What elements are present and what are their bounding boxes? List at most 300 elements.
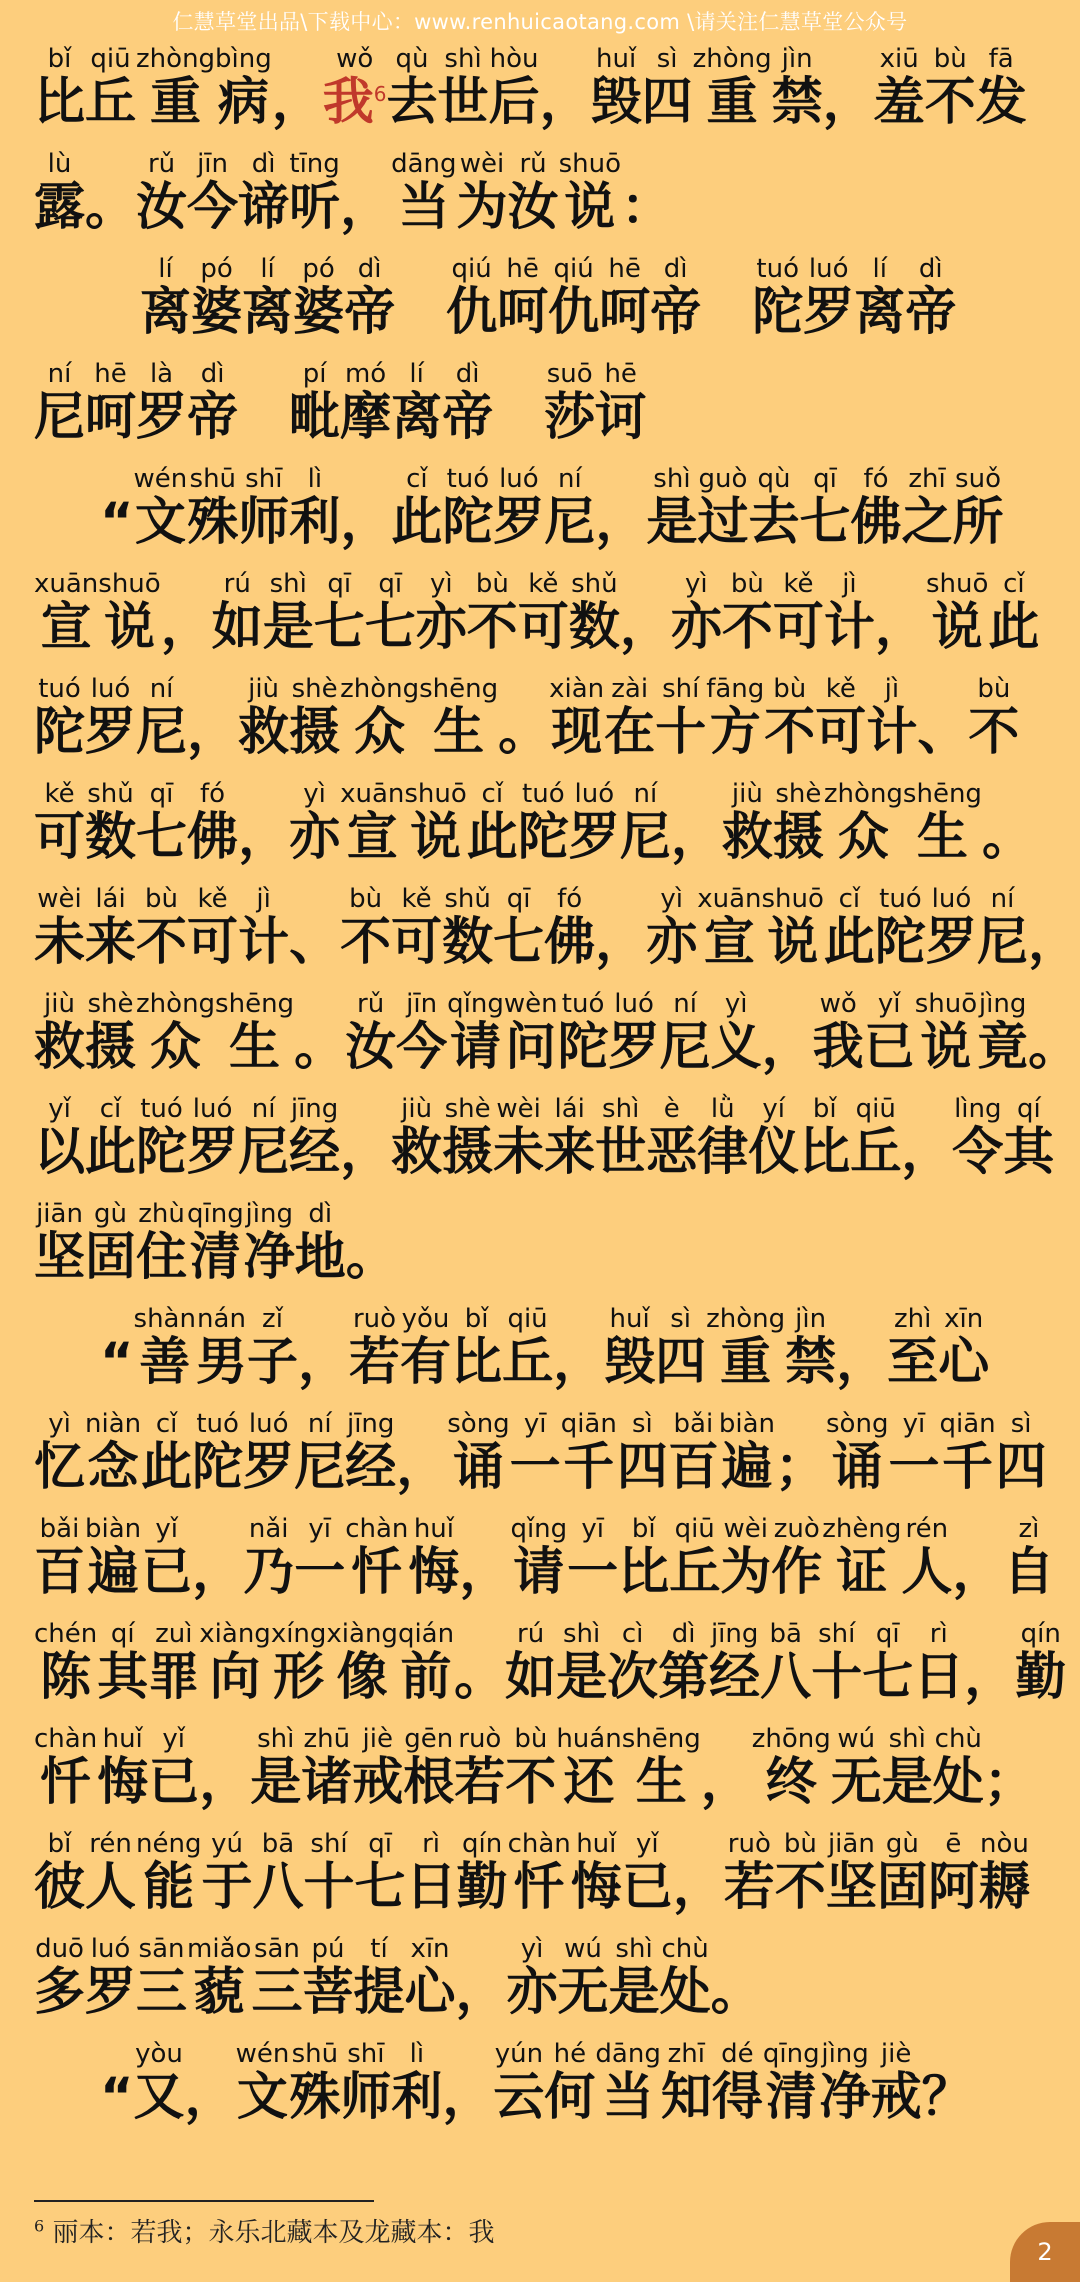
character: 净jìng (819, 2039, 871, 2128)
character: 自zì (1003, 1514, 1055, 1603)
character: 所suǒ (952, 464, 1004, 553)
character: 毁huǐ (604, 1304, 656, 1393)
character: 仇qiú (446, 254, 498, 343)
character: 说shuō (98, 569, 161, 658)
text-line (0, 30, 1080, 135)
footnote-text: 丽本：若我；永乐北藏本及龙藏本：我 (52, 2218, 495, 2248)
character: 陀tuó (442, 464, 494, 553)
character: 坚jiān (34, 1199, 86, 1288)
character: 罗luó (187, 1094, 239, 1183)
character: “ (100, 2068, 134, 2128)
character: 不bù (466, 569, 518, 658)
character: “ (100, 1333, 134, 1393)
character: 来lái (85, 884, 137, 973)
character: 十shí (811, 1619, 863, 1708)
character: 陀tuó (517, 779, 569, 868)
character: 丘qiū (502, 1304, 554, 1393)
character: 不bù (968, 674, 1020, 763)
character: ， (192, 1543, 244, 1603)
character: 请qǐng (447, 989, 504, 1078)
character: 利lì (391, 2039, 443, 2128)
character: 呵hē (497, 254, 549, 343)
character: 帝dì (442, 359, 494, 448)
character: 如rú (211, 569, 263, 658)
character: ， (184, 2068, 236, 2128)
character: 向xiàng (199, 1619, 271, 1708)
character: 婆pó (293, 254, 345, 343)
character: 前qián (397, 1619, 455, 1708)
character: 义yì (710, 989, 762, 1078)
text-line (0, 555, 1080, 660)
character: 比bǐ (799, 1094, 851, 1183)
character: 仪yí (748, 1094, 800, 1183)
character: 是shì (646, 464, 698, 553)
character: ， (160, 598, 212, 658)
character: 八bā (760, 1619, 812, 1708)
character: 文wén (133, 464, 188, 553)
character: 固gù (85, 1199, 137, 1288)
character: 说shuō (761, 884, 824, 973)
character: ， (271, 73, 323, 133)
character: 病bìng (215, 44, 272, 133)
character: 戒jiè (352, 1724, 404, 1813)
character: 后hòu (488, 44, 540, 133)
character: 令lìng (952, 1094, 1004, 1183)
character: 帝dì (187, 359, 239, 448)
character: 生shēng (419, 674, 499, 763)
character: 罗luó (608, 989, 660, 1078)
footnote-divider (34, 2200, 374, 2202)
character: 毁huǐ (590, 44, 642, 133)
character: 日rì (913, 1619, 965, 1708)
character: 计jì (823, 569, 875, 658)
character: 。 (498, 703, 550, 763)
character: 此cǐ (391, 464, 443, 553)
footnote (34, 2212, 494, 2249)
character: 陀tuó (557, 989, 609, 1078)
character: 已yǐ (863, 989, 915, 1078)
character: 阿ē (927, 1829, 979, 1918)
character: 尼ní (294, 1409, 346, 1498)
character: 又yòu (133, 2039, 185, 2128)
footnote-ref[interactable]: 6 (373, 82, 387, 107)
character: 婆pó (191, 254, 243, 343)
character: 帝dì (905, 254, 957, 343)
character: 说shuō (404, 779, 467, 868)
character: 四sì (641, 44, 693, 133)
character: 为wèi (456, 149, 508, 238)
character: 亦yì (289, 779, 341, 868)
character: 不bù (340, 884, 392, 973)
character: 是shì (556, 1619, 608, 1708)
character: 七qī (313, 569, 365, 658)
character: 十shí (655, 674, 707, 763)
character: 罗luó (493, 464, 545, 553)
character (493, 362, 544, 450)
character: ， (298, 1333, 350, 1393)
character: 呵hē (85, 359, 137, 448)
character: 罗luó (243, 1409, 295, 1498)
character: 摄shè (772, 779, 824, 868)
character: 帝dì (650, 254, 702, 343)
character: 处chù (659, 1934, 711, 2023)
character: ， (340, 493, 392, 553)
character: 何hé (544, 2039, 596, 2128)
character: 悔huǐ (408, 1514, 460, 1603)
character: 至zhì (887, 1304, 939, 1393)
character: 佛fó (187, 779, 239, 868)
character: 亦yì (670, 569, 722, 658)
character: 知zhī (660, 2039, 712, 2128)
character: 菩pú (302, 1934, 354, 2023)
character: 比bǐ (451, 1304, 503, 1393)
character: 诵sòng (447, 1409, 510, 1498)
character: 七qī (799, 464, 851, 553)
character: 罪zuì (148, 1619, 200, 1708)
character: 念niàn (85, 1409, 142, 1498)
character: ， (396, 1438, 448, 1498)
character: 云yún (493, 2039, 545, 2128)
text-line (0, 1185, 1080, 1290)
character: 有yǒu (400, 1304, 452, 1393)
character: 生shēng (621, 1724, 701, 1813)
character: 于yú (201, 1829, 253, 1918)
character: ， (340, 1123, 392, 1183)
character: 离lí (242, 254, 294, 343)
character: 请qǐng (510, 1514, 568, 1603)
character: ， (455, 1963, 507, 2023)
character: 是shì (881, 1724, 933, 1813)
character: 尼ní (976, 884, 1028, 973)
character: 若ruò (723, 1829, 775, 1918)
character: 尼ní (34, 359, 86, 448)
character: 去qù (386, 44, 438, 133)
character: ， (672, 1858, 724, 1918)
character: 尼ní (544, 464, 596, 553)
character: 经jīng (345, 1409, 397, 1498)
character: 丘qiū (850, 1094, 902, 1183)
character: 谛dì (238, 149, 290, 238)
character: 遍biàn (718, 1409, 775, 1498)
character: 戒jiè (870, 2039, 922, 2128)
character: 子zǐ (246, 1304, 298, 1393)
character: 若ruò (349, 1304, 401, 1393)
character: 重zhòng (692, 44, 772, 133)
character: 忏chàn (507, 1829, 571, 1918)
character: 清qīng (762, 2039, 820, 2128)
text-line (0, 345, 1080, 450)
character: 比bǐ (618, 1514, 670, 1603)
character: 现xiàn (549, 674, 605, 763)
character: ， (836, 1333, 888, 1393)
character: 之zhī (901, 464, 953, 553)
character: 多duō (34, 1934, 86, 2023)
text-line (0, 2025, 1080, 2130)
character: 地dì (294, 1199, 346, 1288)
character: 其qí (1003, 1094, 1055, 1183)
text-line (0, 1500, 1080, 1605)
character: 悔huǐ (570, 1829, 622, 1918)
character: 如rú (505, 1619, 557, 1708)
character: 殊shū (187, 464, 239, 553)
character: 不bù (136, 884, 188, 973)
character: 在zài (604, 674, 656, 763)
character: 终zhōng (751, 1724, 831, 1813)
character: 四sì (616, 1409, 668, 1498)
character: ； (983, 1753, 1035, 1813)
character: 汝rǔ (345, 989, 397, 1078)
character: 陀tuó (192, 1409, 244, 1498)
character: 数shǔ (442, 884, 494, 973)
character: 人rén (901, 1514, 953, 1603)
character: ， (822, 73, 874, 133)
character: 计jì (238, 884, 290, 973)
character: 百bǎi (34, 1514, 86, 1603)
character: 摄shè (85, 989, 137, 1078)
character: 可kě (772, 569, 824, 658)
character: 可kě (815, 674, 867, 763)
character: 此cǐ (988, 569, 1040, 658)
character: 亦yì (646, 884, 698, 973)
character: 恶è (646, 1094, 698, 1183)
character: 尼ní (136, 674, 188, 763)
character: ， (199, 1753, 251, 1813)
character: 千qiān (939, 1409, 996, 1498)
character: 亦yì (415, 569, 467, 658)
character: 八bā (252, 1829, 304, 1918)
character: 仇qiú (548, 254, 600, 343)
character: 。 (85, 178, 137, 238)
character: 千qiān (560, 1409, 617, 1498)
character: ， (952, 1543, 1004, 1603)
character: 耨nòu (978, 1829, 1030, 1918)
character: 尼ní (619, 779, 671, 868)
header-banner: 仁慧草堂出品\下载中心：www.renhuicaotang.com \请关注仁慧草堂公众号 (172, 10, 908, 34)
character: 七qī (354, 1829, 406, 1918)
character: 。 (454, 1648, 506, 1708)
character: 听tīng (289, 149, 341, 238)
character: 未wèi (493, 1094, 545, 1183)
character: 勤qín (456, 1829, 508, 1918)
character: ， (238, 808, 290, 868)
character: 经jīng (289, 1094, 341, 1183)
character: 七qī (493, 884, 545, 973)
character: 已yǐ (148, 1724, 200, 1813)
character: 以yǐ (34, 1094, 86, 1183)
character: 心xīn (404, 1934, 456, 2023)
character: 形xíng (270, 1619, 327, 1708)
character: 众zhòng (340, 674, 420, 763)
character: 固gù (876, 1829, 928, 1918)
character: ， (700, 1753, 752, 1813)
character: 莎suō (544, 359, 596, 448)
character: 是shì (250, 1724, 302, 1813)
character: 我wǒ (812, 989, 864, 1078)
character: 救jiù (34, 989, 86, 1078)
character: 当dāng (595, 2039, 661, 2128)
character: 七qī (364, 569, 416, 658)
text-line (0, 1920, 1080, 2025)
page-number-badge: 2 (1010, 2222, 1080, 2282)
character: 一yī (567, 1514, 619, 1603)
character: 乃nǎi (243, 1514, 295, 1603)
character: ， (539, 73, 591, 133)
character: 救jiù (238, 674, 290, 763)
character: 根gēn (403, 1724, 455, 1813)
character: 藐miǎo (187, 1934, 252, 2023)
text-line (0, 240, 1080, 345)
text-line (0, 975, 1080, 1080)
character: ， (619, 598, 671, 658)
character: 罗luó (85, 674, 137, 763)
character: 丘qiū (85, 44, 137, 133)
character: 殊shū (289, 2039, 341, 2128)
character: 可kě (187, 884, 239, 973)
character: 说shuō (558, 149, 621, 238)
character: 众zhòng (823, 779, 903, 868)
character: ： (620, 178, 672, 238)
character: 陀tuó (34, 674, 86, 763)
character: 一yī (509, 1409, 561, 1498)
character: 今jīn (187, 149, 239, 238)
character: 数shǔ (85, 779, 137, 868)
character: 利lì (289, 464, 341, 553)
character: 尼ní (659, 989, 711, 1078)
character: 佛fó (544, 884, 596, 973)
text-line (0, 1395, 1080, 1500)
character: 摩mó (340, 359, 392, 448)
character: 日rì (405, 1829, 457, 1918)
character: 。 (710, 1963, 762, 2023)
character: 清qīng (187, 1199, 244, 1288)
character: 是shì (262, 569, 314, 658)
character: 可kě (34, 779, 86, 868)
character: 亦yì (506, 1934, 558, 2023)
character: ， (340, 178, 392, 238)
character: 摄shè (442, 1094, 494, 1183)
text-line (0, 660, 1080, 765)
character: 陈chén (34, 1619, 98, 1708)
character: 处chù (932, 1724, 984, 1813)
character: 悔huǐ (97, 1724, 149, 1813)
character: 诵sòng (826, 1409, 889, 1498)
character: 毗pí (289, 359, 341, 448)
character: 三sān (251, 1934, 303, 2023)
character: ？ (921, 2068, 973, 2128)
character: ， (964, 1648, 1016, 1708)
character: 方fāng (706, 674, 765, 763)
character: 世shì (437, 44, 489, 133)
character: 师shī (340, 2039, 392, 2128)
character: 比bǐ (34, 44, 86, 133)
character: 作zuò (771, 1514, 823, 1603)
text-line (0, 870, 1080, 975)
character: 罗luó (925, 884, 977, 973)
character: 重zhòng (706, 1304, 786, 1393)
character: 罗luó (568, 779, 620, 868)
character: ； (775, 1438, 827, 1498)
character: 忏chàn (345, 1514, 409, 1603)
character: ， (1027, 913, 1079, 973)
character: 诃hē (595, 359, 647, 448)
character: 我$^6$wǒ (322, 44, 387, 133)
character: 众zhòng (136, 989, 216, 1078)
character: ， (874, 598, 926, 658)
character: 文wén (235, 2039, 290, 2128)
character: 能néng (136, 1829, 202, 1918)
character: 佛fó (850, 464, 902, 553)
character: 汝rǔ (507, 149, 559, 238)
character: 此cǐ (141, 1409, 193, 1498)
character (701, 257, 752, 345)
character: 。 (1028, 1018, 1080, 1078)
character: 计jì (866, 674, 918, 763)
character: 说shuō (914, 989, 978, 1078)
character: 呵hē (599, 254, 651, 343)
character: 善shàn (133, 1304, 196, 1393)
character: 第dì (658, 1619, 710, 1708)
character: 此cǐ (823, 884, 875, 973)
character: 来lái (544, 1094, 596, 1183)
character: 生shēng (902, 779, 982, 868)
character (238, 362, 289, 450)
character: 无wú (830, 1724, 882, 1813)
character: 次cì (607, 1619, 659, 1708)
character: 丘qiū (669, 1514, 721, 1603)
text-line (0, 1290, 1080, 1395)
character: 一yī (294, 1514, 346, 1603)
character: 。 (345, 1228, 397, 1288)
scripture-text (0, 30, 1080, 2130)
character: ， (595, 913, 647, 973)
character: 世shì (595, 1094, 647, 1183)
character: 陀tuó (752, 254, 804, 343)
character: 露lù (34, 149, 86, 238)
text-line (0, 450, 1080, 555)
character: 忆yì (34, 1409, 86, 1498)
character: 坚jiān (825, 1829, 877, 1918)
character: 不bù (505, 1724, 557, 1813)
character: ， (553, 1333, 605, 1393)
character: 离lí (854, 254, 906, 343)
character: 净jìng (243, 1199, 295, 1288)
character: 可kě (517, 569, 569, 658)
character: 尼ní (238, 1094, 290, 1183)
character: 七qī (862, 1619, 914, 1708)
character: ， (761, 1018, 813, 1078)
character: 住zhù (136, 1199, 188, 1288)
character: 不bù (764, 674, 816, 763)
character: ， (442, 2068, 494, 2128)
character: 四sì (995, 1409, 1047, 1498)
character: 像xiàng (326, 1619, 398, 1708)
character: 去qù (748, 464, 800, 553)
character: 陀tuó (874, 884, 926, 973)
character: “ (100, 493, 134, 553)
character: 、 (917, 703, 969, 763)
character: 帝dì (344, 254, 396, 343)
character: 十shí (303, 1829, 355, 1918)
character: 、 (289, 913, 341, 973)
character: 说shuō (925, 569, 989, 658)
character: 经jīng (709, 1619, 761, 1708)
character: 得dé (711, 2039, 763, 2128)
footnote-marker: 6 (34, 2216, 45, 2236)
character: 是shì (608, 1934, 660, 2023)
character: 证zhèng (822, 1514, 902, 1603)
character: 宣xuān (697, 884, 762, 973)
character: ， (901, 1123, 953, 1183)
